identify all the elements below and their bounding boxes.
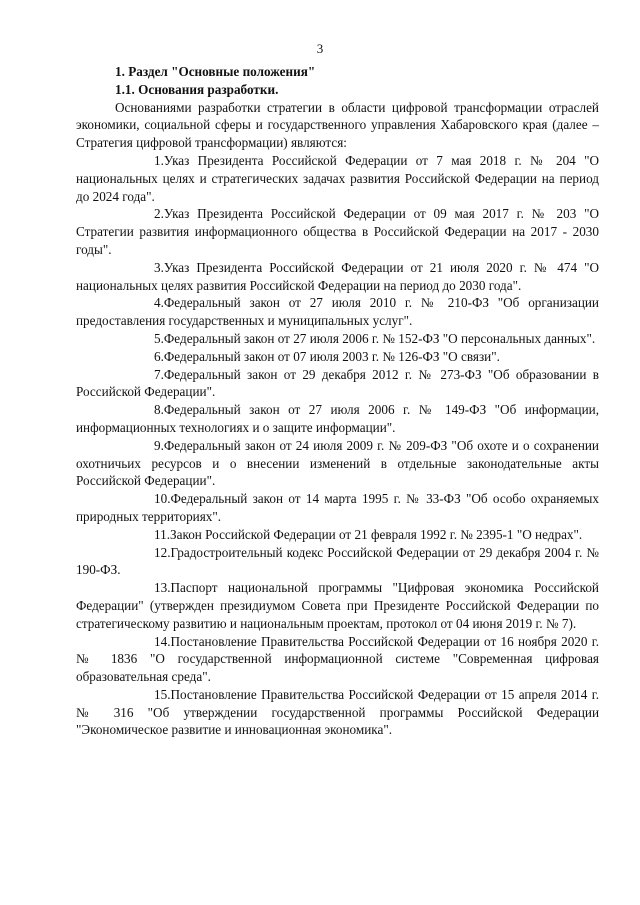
list-item: [76, 366, 599, 402]
list-item: [76, 259, 599, 295]
list-item: [76, 401, 599, 437]
list-item-text: Градостроительный кодекс Российской Федерации от 29 декабря 2004 г. № 190-ФЗ.: [76, 544, 599, 578]
intro-paragraph: Основаниями разработки стратегии в области цифровой трансформации отраслей экономики, социальной сферы и государственного управления Хабаровского края (далее – Стратегия цифровой трансформации) являются:: [76, 99, 599, 151]
list-item: [76, 633, 599, 686]
list-item-number: 5.: [154, 330, 164, 346]
list-item-text: Указ Президента Российской Федерации от 7 мая 2018 г. № 204 "О национальных целях и стратегических задачах развития Российской Федерации на период до 2024 года".: [76, 152, 599, 204]
list-item: [76, 294, 599, 330]
list-item-number: 10.: [154, 491, 171, 507]
list-item-text: Федеральный закон от 07 июля 2003 г. № 126-ФЗ "О связи".: [163, 348, 500, 364]
list-item-text: Федеральный закон от 27 июля 2010 г. № 210-ФЗ "Об организации предоставления государственных и муниципальных услуг".: [76, 295, 599, 329]
document-body: [76, 63, 599, 739]
page-number: 3: [316, 41, 324, 56]
list-item-text: Указ Президента Российской Федерации от 09 мая 2017 г. № 203 "О Стратегии развития информационного общества в Российской Федерации на 2017 - 2030 годы".: [76, 206, 599, 257]
list-item-number: 2.: [154, 206, 164, 222]
list-item-number: 9.: [154, 437, 164, 453]
list-item-number: 14.: [154, 633, 171, 649]
list-item: [76, 437, 599, 490]
list-item-text: Федеральный закон от 29 декабря 2012 г. № 273-ФЗ "Об образовании в Российской Федерации".: [76, 366, 599, 400]
list-item-number: 11.: [154, 526, 170, 542]
list-item-number: 1.: [154, 152, 164, 168]
list-item-text: Федеральный закон от 24 июля 2009 г. № 209-ФЗ "Об охоте и о сохранении охотничьих ресурсов и о внесении изменений в отдельные законодательные акты Российской Федерации".: [76, 437, 599, 489]
list-item: [76, 579, 599, 632]
list-item-number: 4.: [154, 295, 164, 311]
list-item: [76, 544, 599, 580]
list-item-text: Указ Президента Российской Федерации от 21 июля 2020 г. № 474 "О национальных целях развития Российской Федерации на период до 2030 года".: [76, 259, 599, 293]
list-item-text: Паспорт национальной программы "Цифровая экономика Российской Федерации" (утвержден президиумом Совета при Президенте Российской Федерации по стратегическому развитию и национальным проектам, протокол от 04 июня 2019 г. № 7).: [76, 580, 599, 631]
list-item: [76, 330, 599, 348]
list-item-number: 3.: [154, 259, 164, 275]
list-item: [76, 490, 599, 526]
list-item-text: Закон Российской Федерации от 21 февраля 1992 г. № 2395-1 "О недрах".: [170, 526, 583, 542]
list-item-number: 15.: [154, 686, 171, 702]
list-item-number: 12.: [154, 544, 171, 560]
subsection-title: 1.1. Основания разработки.: [115, 81, 279, 97]
list-item: [76, 686, 599, 739]
list-item-number: 8.: [154, 402, 164, 418]
list-item-number: 13.: [154, 580, 171, 596]
list-item-number: 6.: [154, 348, 164, 364]
section-title: 1. Раздел "Основные положения": [115, 64, 316, 79]
list-item-number: 7.: [154, 366, 164, 382]
list-item: [76, 526, 599, 544]
list-item: [76, 205, 599, 258]
list-item-text: Постановление Правительства Российской Федерации от 15 апреля 2014 г. № 316 "Об утверждении государственной программы Российской Федерации "Экономическое развитие и инновационная экономика".: [76, 686, 599, 738]
list-item-text: Федеральный закон от 14 марта 1995 г. № 33-ФЗ "Об особо охраняемых природных территориях".: [76, 491, 599, 524]
list-item-text: Федеральный закон от 27 июля 2006 г. № 152-ФЗ "О персональных данных".: [163, 330, 596, 346]
list-item-text: Постановление Правительства Российской Федерации от 16 ноября 2020 г. № 1836 "О государственной информационной системе "Современная цифровая образовательная среда".: [76, 633, 599, 685]
list-item: [76, 348, 599, 366]
list-item: [76, 152, 599, 205]
list-item-text: Федеральный закон от 27 июля 2006 г. № 149-ФЗ "Об информации, информационных технологиях и о защите информации".: [76, 402, 599, 435]
